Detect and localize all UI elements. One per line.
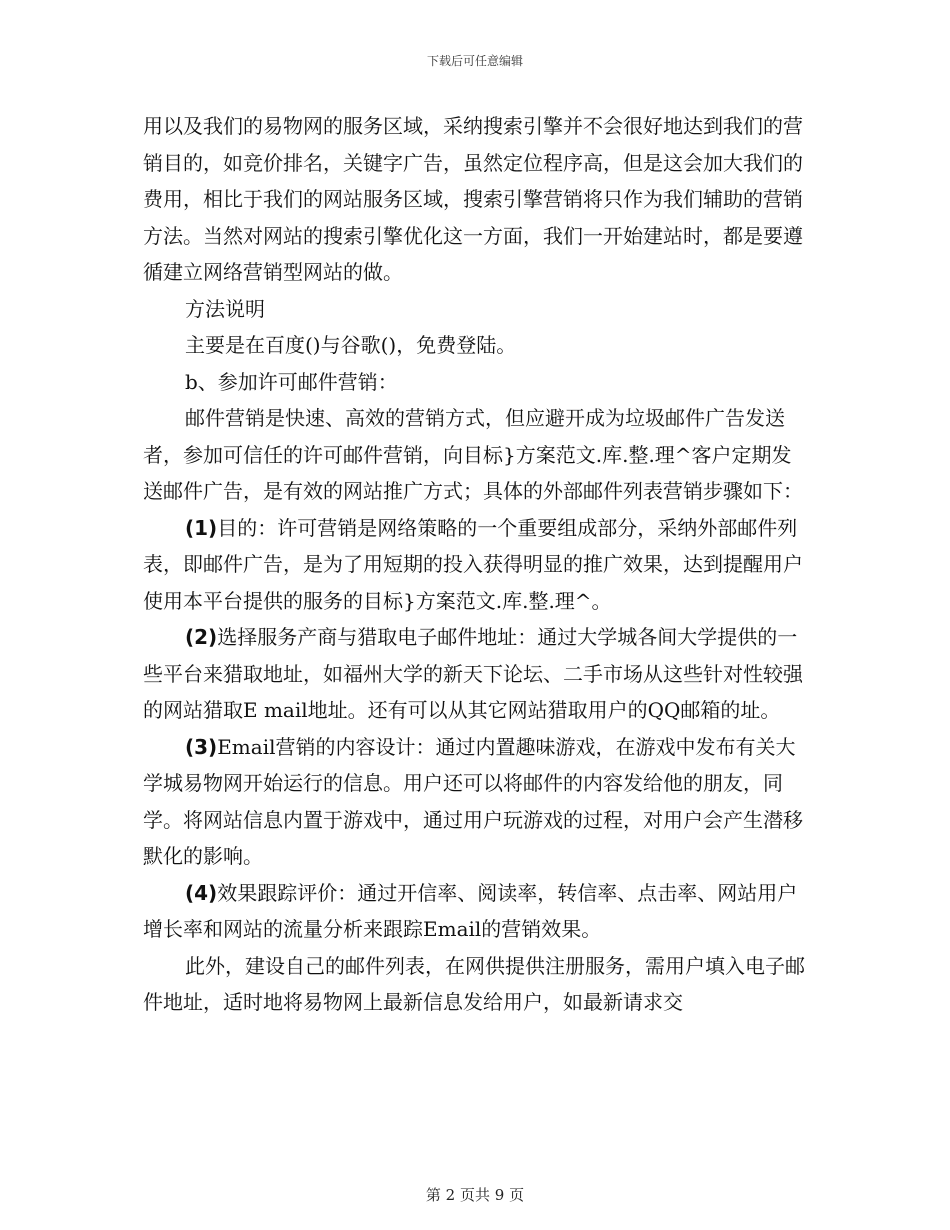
paragraph: 主要是在百度()与谷歌()，免费登陆。 — [185, 333, 517, 357]
document-body — [143, 108, 808, 1021]
page-footer: 第 2 页共 9 页 — [425, 1186, 525, 1204]
paragraph: 邮件营销是快速、高效的营销方式，但应避开成为垃圾邮件广告发送者，参加可信任的许可邮件营销，向目标}方案范文.库.整.理^客户定期发送邮件广告，是有效的网站推广方式；具体的外部邮件列表营销步骤如下： — [143, 406, 803, 503]
paragraph: b、参加许可邮件营销： — [185, 369, 398, 394]
paragraph-text: 效果跟踪评价：通过开信率、阅读率，转信率、点击率、网站用户增长率和网站的流量分析来跟踪Email的营销效果。 — [143, 880, 798, 941]
paragraph: 用以及我们的易物网的服务区域，采纳搜索引擎并不会很好地达到我们的营销目的，如竞价排名，关键字广告，虽然定位程序高，但是这会加大我们的费用，相比于我们的网站服务区域，搜索引擎营销将只作为我们辅助的营销方法。当然对网站的搜索引擎优化这一方面，我们一开始建站时，都是要遵循建立网络营销型网站的做。 — [143, 114, 803, 284]
list-number: (3) — [185, 734, 218, 759]
numbered-paragraph — [143, 875, 808, 948]
paragraph: 方法说明 — [185, 296, 265, 321]
numbered-paragraph — [143, 510, 808, 620]
paragraph-text: Email营销的内容设计：通过内置趣味游戏，在游戏中发布有关大学城易物网开始运行的信息。用户还可以将邮件的内容发给他的朋友，同学。将网站信息内置于游戏中，通过用户玩游戏的过程，对用户会产生潜移默化的影响。 — [143, 734, 803, 868]
list-number: (1) — [185, 515, 218, 540]
list-number: (2) — [185, 625, 218, 649]
numbered-paragraph — [143, 619, 808, 729]
paragraph: 此外，建设自己的邮件列表，在网供提供注册服务，需用户填入电子邮件地址，适时地将易物网上最新信息发给用户，如最新请求交 — [143, 953, 805, 1014]
paragraph-text: 选择服务产商与猎取电子邮件地址：通过大学城各间大学提供的一些平台来猎取地址，如福州大学的新天下论坛、二手市场从这些针对性较强的网站猎取E mail地址。还有可以从其它网站猎取用户的QQ邮箱的址。 — [143, 625, 803, 722]
page-header: 下载后可任意编辑 — [426, 54, 523, 68]
list-number: (4) — [185, 880, 218, 905]
paragraph-text: 目的：许可营销是网络策略的一个重要组成部分，采纳外部邮件列表，即邮件广告，是为了用短期的投入获得明显的推广效果，达到提醒用户使用本平台提供的服务的目标}方案范文.库.整.理^。 — [143, 515, 803, 613]
numbered-paragraph — [143, 729, 808, 875]
